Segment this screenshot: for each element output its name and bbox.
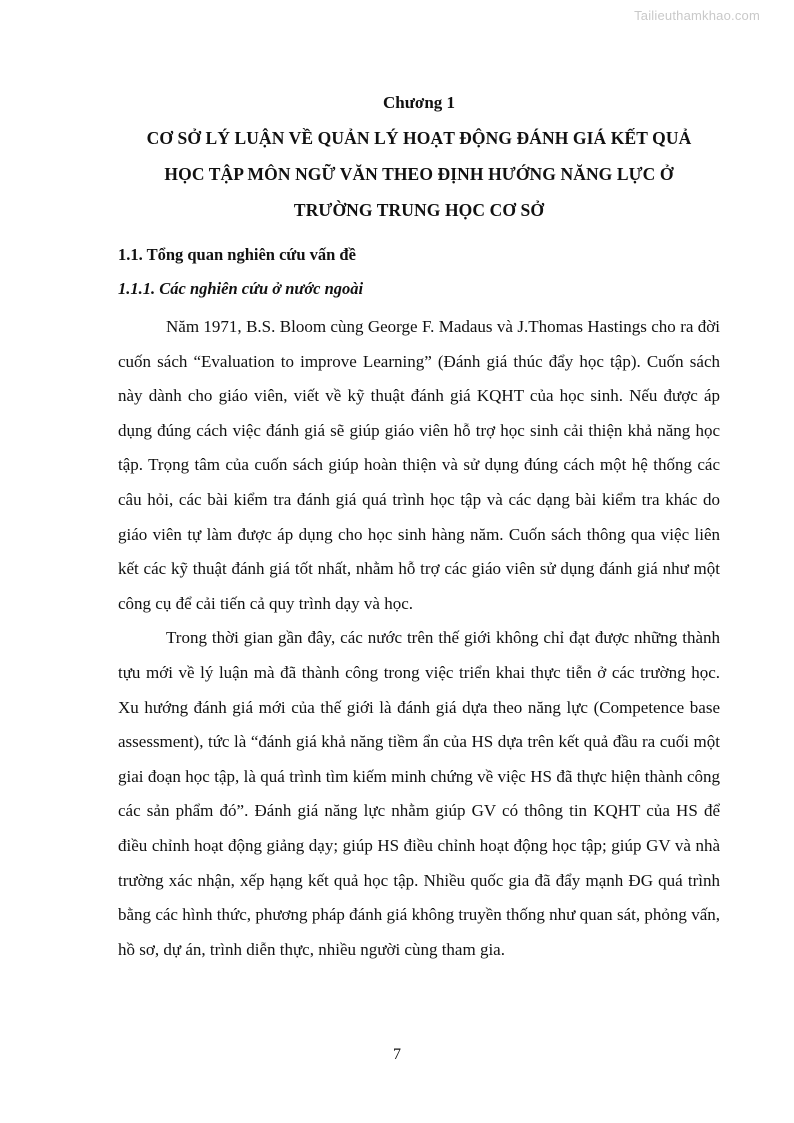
subsection-heading-1-1-1: 1.1.1. Các nghiên cứu ở nước ngoài <box>118 279 364 298</box>
page-number: 7 <box>393 1046 401 1063</box>
site-watermark: Tailieuthamkhao.com <box>634 8 760 23</box>
title-line-3: TRƯỜNG TRUNG HỌC CƠ SỞ <box>293 200 545 220</box>
body-paragraph-1: Năm 1971, B.S. Bloom cùng George F. Madaus và J.Thomas Hastings cho ra đời cuốn sách “Evaluation to improve Learning” (Đánh giá thúc đẩy học tập). Cuốn sách này dành cho giáo viên, viết về kỹ thuật đánh giá KQHT của học sinh. Nếu được áp dụng đúng cách việc đánh giá sẽ giúp giáo viên hỗ trợ học sinh cải thiện khả năng học tập. Trọng tâm của cuốn sách giúp hoàn thiện và sử dụng đúng cách một hệ thống các câu hỏi, các bài kiểm tra đánh giá quá trình học tập và các dạng bài kiểm tra khác do giáo viên tự làm được áp dụng cho học sinh hàng năm. Cuốn sách thông qua việc liên kết các kỹ thuật đánh giá tốt nhất, nhằm hỗ trợ các giáo viên sử dụng đánh giá như một công cụ để cải tiến cả quy trình dạy và học. <box>118 317 720 613</box>
chapter-label: Chương 1 <box>382 93 456 112</box>
page-title <box>118 120 720 228</box>
body-paragraph-2: Trong thời gian gần đây, các nước trên thế giới không chỉ đạt được những thành tựu mới về lý luận mà đã thành công trong việc triển khai thực tiễn ở các trường học. Xu hướng đánh giá mới của thế giới là đánh giá dựa theo năng lực (Competence base assessment), tức là “đánh giá khả năng tiềm ẩn của HS dựa trên kết quả đầu ra cuối một giai đoạn học tập, là quá trình tìm kiếm minh chứng về việc HS đã thực hiện thành công các sản phẩm đó”. Đánh giá năng lực nhằm giúp GV có thông tin KQHT của HS để điều chỉnh hoạt động giảng dạy; giúp HS điều chỉnh hoạt động học tập; giúp GV và nhà trường xác nhận, xếp hạng kết quả học tập. Nhiều quốc gia đã đẩy mạnh ĐG quá trình bằng các hình thức, phương pháp đánh giá không truyền thống như quan sát, phỏng vấn, hồ sơ, dự án, trình diễn thực, nhiều người cùng tham gia. <box>118 628 720 959</box>
title-line-2: HỌC TẬP MÔN NGỮ VĂN THEO ĐỊNH HƯỚNG NĂNG LỰC Ở <box>164 164 674 184</box>
section-heading-1-1: 1.1. Tổng quan nghiên cứu vấn đề <box>118 245 356 264</box>
title-line-1: CƠ SỞ LÝ LUẬN VỀ QUẢN LÝ HOẠT ĐỘNG ĐÁNH GIÁ KẾT QUẢ <box>146 128 692 148</box>
page-content <box>118 88 720 967</box>
